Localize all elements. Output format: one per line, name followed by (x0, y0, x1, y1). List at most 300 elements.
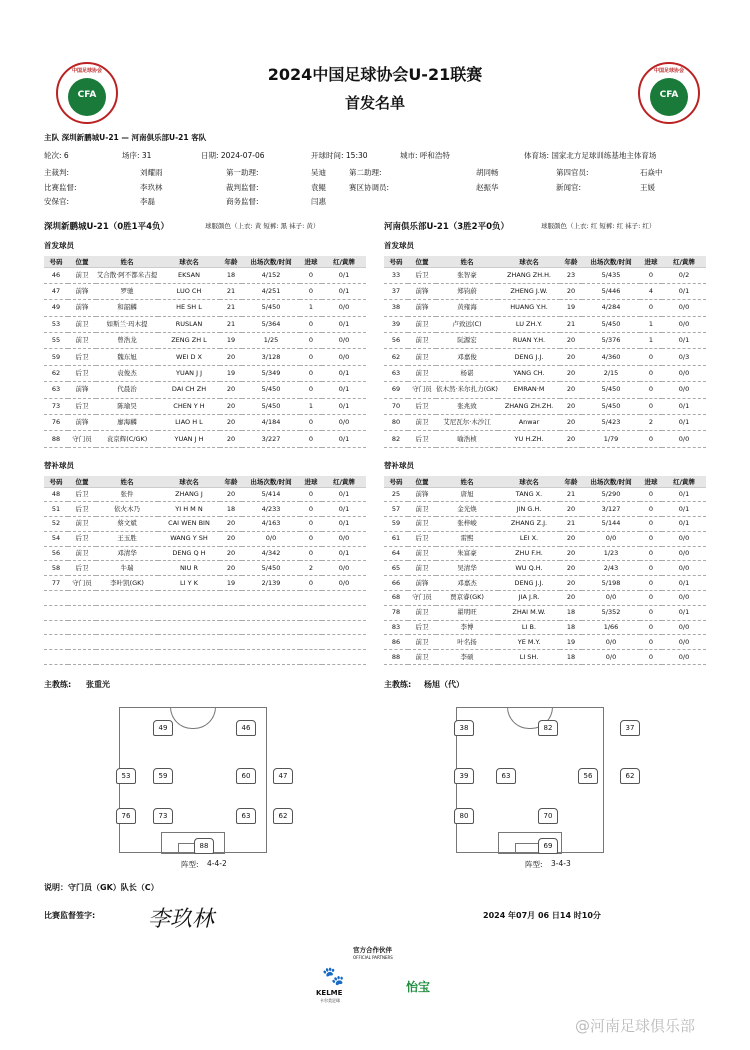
player-cell: 0 (640, 300, 662, 316)
player-cell: 23 (560, 267, 582, 283)
kelme-paw-icon: 🐾 (322, 966, 345, 987)
player-cell: 0/0 (582, 531, 640, 546)
player-cell: 邓清华 (96, 546, 158, 561)
player-cell: 20 (220, 415, 242, 431)
player-cell (96, 650, 158, 665)
player-row (44, 650, 366, 665)
commercial: 闫惠 (311, 197, 326, 206)
player-row (384, 591, 706, 606)
player-cell: 王玉胜 (96, 531, 158, 546)
player-cell (44, 620, 68, 635)
player-cell: 20 (220, 349, 242, 365)
column-header: 位置 (68, 256, 96, 267)
player-cell: 18 (220, 502, 242, 517)
partners-label: 官方合作伙伴 (353, 946, 392, 954)
player-cell: 0/1 (662, 398, 706, 414)
player-row (44, 333, 366, 349)
player-row (384, 531, 706, 546)
player-cell: 后卫 (68, 502, 96, 517)
player-cell: 0/0 (322, 561, 366, 576)
player-cell: 0 (640, 431, 662, 447)
player-cell: 前锋 (68, 283, 96, 299)
player-cell (322, 650, 366, 665)
player-cell: LUO CH (158, 283, 220, 299)
player-cell: 37 (384, 283, 408, 299)
player-cell: 0 (300, 502, 322, 517)
player-cell: 0/1 (322, 487, 366, 502)
coord-label: 赛区协调员: (349, 183, 390, 192)
pitch-player-49: 49 (153, 720, 173, 736)
player-cell: 0/1 (322, 283, 366, 299)
pitch-player-56: 56 (578, 768, 598, 784)
player-cell: 5/435 (582, 267, 640, 283)
logo-mark: CFA (77, 90, 97, 100)
player-cell: 18 (560, 620, 582, 635)
player-cell: 63 (384, 365, 408, 381)
home-formation: 4-4-2 (207, 859, 227, 868)
player-cell: 0/0 (242, 531, 300, 546)
player-cell: 后卫 (408, 431, 436, 447)
player-cell: 5/450 (582, 316, 640, 332)
player-cell: 前锋 (68, 415, 96, 431)
player-cell: 李叶凯(GK) (96, 576, 158, 591)
player-cell: 后卫 (408, 398, 436, 414)
teams-line: 主队 深圳新鹏城U-21 — 河南俱乐部U-21 客队 (44, 133, 207, 142)
column-header: 号码 (384, 476, 408, 487)
player-cell: 依火木乃 (96, 502, 158, 517)
player-cell: 5/198 (582, 576, 640, 591)
player-cell: 20 (560, 283, 582, 299)
player-cell: 代晨治 (96, 382, 158, 398)
player-cell: 1/66 (582, 620, 640, 635)
player-cell: LU ZH.Y. (498, 316, 560, 332)
page-subtitle: 首发名单 (344, 94, 405, 112)
player-cell: 后卫 (68, 398, 96, 414)
player-cell (44, 650, 68, 665)
player-cell: 前卫 (408, 333, 436, 349)
player-row (44, 517, 366, 532)
column-header: 球衣名 (498, 256, 560, 267)
kelme-logo: KELME (316, 989, 343, 997)
player-cell: 0 (640, 517, 662, 532)
column-header: 号码 (44, 256, 68, 267)
player-cell: 5/349 (242, 365, 300, 381)
commercial-label: 商务监督: (226, 197, 259, 206)
away-subs-table (384, 476, 706, 665)
player-cell: 守门员 (68, 576, 96, 591)
player-cell: 罗驰 (96, 283, 158, 299)
player-cell: 2/43 (582, 561, 640, 576)
pitch-player-38: 38 (454, 720, 474, 736)
player-cell: 5/450 (242, 382, 300, 398)
player-cell: 88 (44, 431, 68, 447)
player-cell: 39 (384, 316, 408, 332)
player-cell: LI SH. (498, 650, 560, 665)
player-cell (300, 635, 322, 650)
home-team-name: 深圳新鹏城U-21（0胜1平4负） (44, 222, 170, 232)
player-cell: 0/0 (662, 431, 706, 447)
player-cell: HUANG Y.H. (498, 300, 560, 316)
player-row (384, 620, 706, 635)
pitch-player-88: 88 (194, 838, 214, 854)
player-row (44, 283, 366, 299)
player-cell (68, 605, 96, 620)
player-cell: 0 (300, 576, 322, 591)
coord: 赵振华 (476, 183, 499, 192)
column-header: 进球 (300, 476, 322, 487)
player-cell: 0/0 (662, 591, 706, 606)
player-cell: 76 (44, 415, 68, 431)
player-cell: 0 (300, 349, 322, 365)
column-header: 号码 (44, 476, 68, 487)
player-cell: 艾合散·阿不都米吉提 (96, 267, 158, 283)
column-header: 出场次数/时间 (582, 256, 640, 267)
player-cell: 20 (560, 415, 582, 431)
player-row (384, 517, 706, 532)
player-cell: 0/0 (662, 300, 706, 316)
player-cell: 杨谌 (436, 365, 498, 381)
player-cell: 金光焕 (436, 502, 498, 517)
player-cell: ZENG ZH L (158, 333, 220, 349)
player-cell: 唐旭 (436, 487, 498, 502)
player-cell: 68 (384, 591, 408, 606)
player-cell: 0/1 (322, 398, 366, 414)
player-cell: 0/0 (322, 531, 366, 546)
player-cell: 0 (300, 546, 322, 561)
player-cell: 0/1 (662, 605, 706, 620)
player-cell (322, 605, 366, 620)
player-cell: 邓嘉杰 (436, 576, 498, 591)
player-cell (220, 620, 242, 635)
player-cell (96, 591, 158, 606)
player-cell: 49 (44, 300, 68, 316)
player-cell: 0 (300, 431, 322, 447)
player-cell: 0/0 (322, 333, 366, 349)
player-cell (158, 605, 220, 620)
player-cell: 0 (300, 517, 322, 532)
home-subs-table (44, 476, 366, 665)
player-cell (220, 635, 242, 650)
player-row (384, 576, 706, 591)
player-cell: 张梓峻 (436, 517, 498, 532)
player-cell: 20 (220, 487, 242, 502)
supervisor-label: 比赛监督: (44, 183, 77, 192)
player-cell: 朱富豪 (436, 546, 498, 561)
home-starters-label: 首发球员 (44, 241, 74, 250)
player-cell: 后卫 (408, 267, 436, 283)
player-cell: 20 (220, 546, 242, 561)
player-cell: 0 (300, 316, 322, 332)
player-cell: EKSAN (158, 267, 220, 283)
player-cell: 前卫 (408, 561, 436, 576)
player-cell: 20 (560, 576, 582, 591)
player-cell: 0/0 (662, 620, 706, 635)
player-cell: 如斯兰·玛木提 (96, 316, 158, 332)
player-row (44, 576, 366, 591)
ref-sup-label: 裁判监督: (226, 183, 259, 192)
player-cell: 4/284 (582, 300, 640, 316)
security: 李磊 (140, 197, 155, 206)
kelme-sub: 卡尔美足球 (320, 998, 340, 1003)
player-cell: 20 (220, 382, 242, 398)
player-cell: 38 (384, 300, 408, 316)
player-row (44, 591, 366, 606)
player-cell: 前卫 (408, 650, 436, 665)
player-cell (96, 605, 158, 620)
player-cell (242, 635, 300, 650)
player-cell: LI B. (498, 620, 560, 635)
player-cell: 前卫 (68, 316, 96, 332)
player-cell: 0/0 (322, 576, 366, 591)
player-cell (242, 650, 300, 665)
player-cell: 0/1 (662, 415, 706, 431)
player-cell: 59 (384, 517, 408, 532)
player-cell: 88 (384, 650, 408, 665)
player-cell: 64 (384, 546, 408, 561)
player-row (384, 333, 706, 349)
player-cell (300, 591, 322, 606)
player-row (384, 487, 706, 502)
pitch-player-37: 37 (620, 720, 640, 736)
signature-label: 比赛监督签字: (44, 911, 96, 920)
player-cell: 0 (300, 333, 322, 349)
player-cell: TANG X. (498, 487, 560, 502)
partners-en: OFFICIAL PARTNERS (353, 955, 393, 960)
pitch-player-59: 59 (153, 768, 173, 784)
player-cell: 0/0 (662, 561, 706, 576)
player-cell (300, 650, 322, 665)
player-cell: ZHAI M.W. (498, 605, 560, 620)
ar2-label: 第二助理: (349, 168, 382, 177)
player-cell: 2 (640, 415, 662, 431)
player-cell: 4/184 (242, 415, 300, 431)
pitch-player-82: 82 (538, 720, 558, 736)
player-cell: RUAN Y.H. (498, 333, 560, 349)
player-cell: 63 (44, 382, 68, 398)
player-cell (220, 650, 242, 665)
press: 王媛 (640, 183, 655, 192)
player-row (44, 431, 366, 447)
player-row (384, 365, 706, 381)
away-formation-label: 阵型: (525, 860, 543, 869)
player-cell: 雷熙 (436, 531, 498, 546)
pitch-player-60: 60 (236, 768, 256, 784)
player-cell: 前卫 (68, 546, 96, 561)
player-cell (68, 620, 96, 635)
column-header: 出场次数/时间 (242, 476, 300, 487)
player-cell: 5/144 (582, 517, 640, 532)
player-cell: 前卫 (408, 605, 436, 620)
player-cell: 5/352 (582, 605, 640, 620)
column-header: 进球 (640, 256, 662, 267)
player-cell: 0/1 (662, 283, 706, 299)
player-cell: 0/0 (582, 591, 640, 606)
signature: 李玖林 (148, 907, 215, 932)
column-header: 出场次数/时间 (582, 476, 640, 487)
player-cell (220, 605, 242, 620)
player-cell: 21 (220, 316, 242, 332)
player-cell: 阮源宏 (436, 333, 498, 349)
player-cell: 21 (560, 517, 582, 532)
player-cell: 21 (220, 300, 242, 316)
player-row (384, 283, 706, 299)
player-cell: 0/0 (582, 650, 640, 665)
watermark: @河南足球俱乐部 (575, 1017, 696, 1035)
player-row (44, 531, 366, 546)
player-cell: 1 (640, 333, 662, 349)
player-cell: 叶名扬 (436, 635, 498, 650)
column-header: 进球 (640, 476, 662, 487)
city: 城市: 呼和浩特 (400, 151, 450, 160)
player-cell: LI Y K (158, 576, 220, 591)
player-cell: 20 (560, 382, 582, 398)
pitch-player-69: 69 (538, 838, 558, 854)
player-cell (44, 605, 68, 620)
player-cell: 0 (640, 620, 662, 635)
player-cell (44, 591, 68, 606)
player-row (44, 382, 366, 398)
player-cell: 4/163 (242, 517, 300, 532)
player-cell: 20 (560, 591, 582, 606)
column-header: 年龄 (560, 256, 582, 267)
venue: 体育场: 国家北方足球训练基地主体育场 (524, 151, 657, 160)
player-cell: 廖海麟 (96, 415, 158, 431)
player-cell: YE M.Y. (498, 635, 560, 650)
player-cell: 19 (220, 333, 242, 349)
player-cell: 1 (300, 398, 322, 414)
column-header: 姓名 (96, 476, 158, 487)
player-cell: 0 (640, 487, 662, 502)
away-formation: 3-4-3 (551, 859, 571, 868)
player-cell: 和韶麟 (96, 300, 158, 316)
player-cell: 前卫 (408, 316, 436, 332)
player-cell: 贾京睿(GK) (436, 591, 498, 606)
player-cell: 20 (560, 561, 582, 576)
player-cell: 0/1 (322, 546, 366, 561)
player-cell: 0/0 (662, 546, 706, 561)
player-cell: 前卫 (408, 349, 436, 365)
player-cell: 卢致远(C) (436, 316, 498, 332)
player-cell: 0/0 (662, 382, 706, 398)
player-cell: 前卫 (408, 365, 436, 381)
player-row (384, 382, 706, 398)
player-cell: 3/227 (242, 431, 300, 447)
player-cell: 0/0 (662, 365, 706, 381)
player-cell: 5/450 (242, 561, 300, 576)
player-cell: 62 (44, 365, 68, 381)
player-row (44, 635, 366, 650)
player-cell: 25 (384, 487, 408, 502)
player-cell: 陈瑜昊 (96, 398, 158, 414)
away-team-name: 河南俱乐部U-21（3胜2平0负） (384, 222, 510, 232)
player-row (384, 398, 706, 414)
fourth-label: 第四官员: (556, 168, 589, 177)
player-cell: 4 (640, 283, 662, 299)
player-row (384, 431, 706, 447)
pitch-player-53: 53 (116, 768, 136, 784)
player-cell: 0 (640, 650, 662, 665)
player-cell: 0 (300, 415, 322, 431)
player-cell: 2/139 (242, 576, 300, 591)
player-cell: 20 (560, 431, 582, 447)
away-starters-table (384, 256, 706, 448)
player-cell: 黄雍海 (436, 300, 498, 316)
player-row (44, 316, 366, 332)
player-row (384, 635, 706, 650)
pitch-player-47: 47 (273, 768, 293, 784)
player-cell: YUAN J J (158, 365, 220, 381)
referee: 刘耀雨 (140, 168, 163, 177)
player-cell: ZHANG ZH.ZH. (498, 398, 560, 414)
column-header: 出场次数/时间 (242, 256, 300, 267)
player-cell: 喻浩桢 (436, 431, 498, 447)
player-row (44, 365, 366, 381)
player-cell: 80 (384, 415, 408, 431)
player-cell: 0 (300, 531, 322, 546)
player-cell (68, 650, 96, 665)
player-cell (322, 635, 366, 650)
player-cell: 57 (384, 502, 408, 517)
away-kit: 球服颜色（上衣: 红 短裤: 红 袜子: 红） (541, 222, 656, 230)
player-cell: 0/0 (582, 635, 640, 650)
away-coach-label: 主教练: (384, 680, 412, 689)
player-cell: JIA J.R. (498, 591, 560, 606)
player-cell (158, 620, 220, 635)
player-cell (158, 635, 220, 650)
column-header: 姓名 (436, 256, 498, 267)
player-cell (68, 635, 96, 650)
match-no: 场序: 31 (122, 151, 152, 160)
player-row (44, 415, 366, 431)
player-cell: 吴清华 (436, 561, 498, 576)
player-row (384, 546, 706, 561)
player-cell: 0/0 (322, 415, 366, 431)
player-cell: 86 (384, 635, 408, 650)
fourth: 石焱中 (640, 168, 663, 177)
away-subs-label: 替补球员 (384, 461, 414, 470)
player-cell: 1 (640, 316, 662, 332)
pitch-player-76: 76 (116, 808, 136, 824)
player-cell: 0 (640, 605, 662, 620)
player-cell: 1/79 (582, 431, 640, 447)
player-cell: 19 (220, 365, 242, 381)
player-cell: 0/0 (662, 316, 706, 332)
ar1: 吴迪 (311, 168, 326, 177)
player-cell: ZHANG Z.J. (498, 517, 560, 532)
player-cell: 21 (220, 283, 242, 299)
player-cell: DENG J.J. (498, 576, 560, 591)
player-cell (242, 605, 300, 620)
player-cell: 20 (560, 398, 582, 414)
player-cell: 后卫 (68, 531, 96, 546)
player-cell: 18 (220, 267, 242, 283)
player-cell: 0/0 (322, 300, 366, 316)
player-cell: 0/2 (662, 267, 706, 283)
player-cell: 0/1 (662, 576, 706, 591)
player-cell: LIAO H L (158, 415, 220, 431)
player-cell: 0 (300, 267, 322, 283)
pitch-player-62: 62 (273, 808, 293, 824)
player-cell: 82 (384, 431, 408, 447)
player-cell (242, 620, 300, 635)
player-cell: 5/450 (582, 398, 640, 414)
player-cell: 前卫 (408, 517, 436, 532)
player-cell: 0 (640, 531, 662, 546)
player-cell: 后卫 (408, 620, 436, 635)
player-cell: 62 (384, 349, 408, 365)
player-row (44, 605, 366, 620)
player-row (44, 300, 366, 316)
